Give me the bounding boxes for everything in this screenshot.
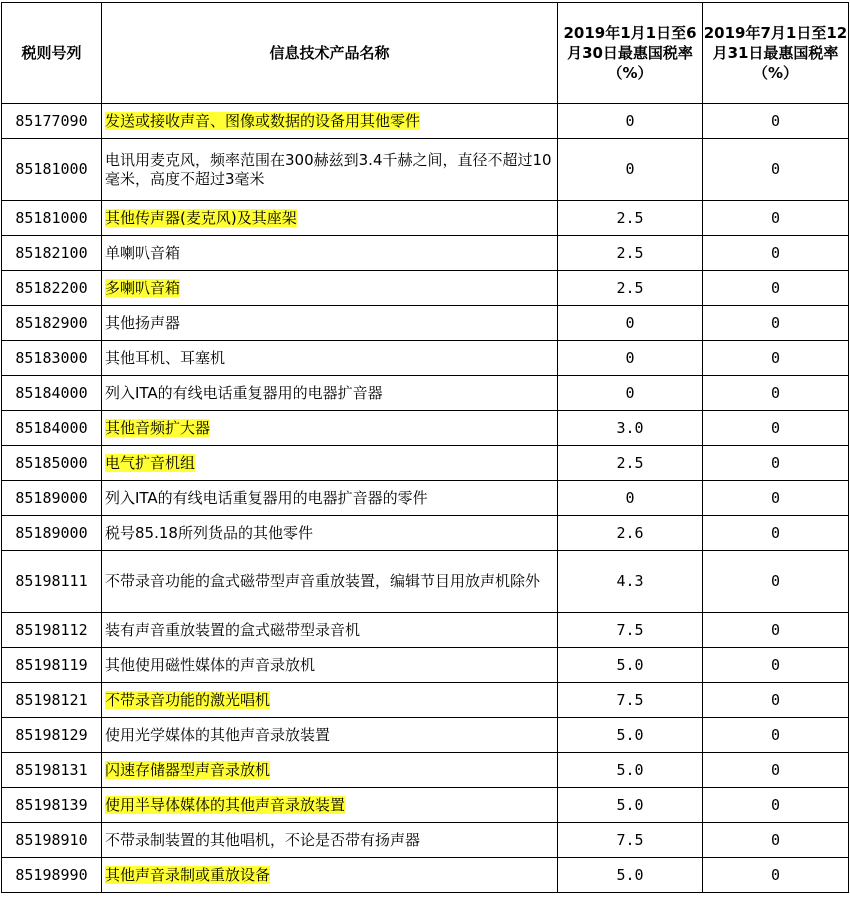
rate-h2-cell: 0 [703, 104, 849, 139]
rate-h2-cell: 0 [703, 788, 849, 823]
product-name-cell [102, 481, 558, 516]
tariff-code-cell: 85184000 [2, 376, 102, 411]
tariff-code-cell: 85198990 [2, 858, 102, 893]
tariff-code-cell: 85181000 [2, 201, 102, 236]
rate-h2-cell: 0 [703, 823, 849, 858]
header-rate-h2: 2019年7月1日至12月31日最惠国税率（%） [703, 3, 849, 104]
rate-h1-cell: 5.0 [558, 753, 703, 788]
product-name-text: 其他扬声器 [105, 313, 181, 332]
rate-h1-cell: 3.0 [558, 411, 703, 446]
product-name-text: 使用光学媒体的其他声音录放装置 [105, 725, 331, 744]
product-name-cell [102, 236, 558, 271]
rate-h2-cell: 0 [703, 718, 849, 753]
rate-h2-cell: 0 [703, 683, 849, 718]
rate-h2-cell: 0 [703, 481, 849, 516]
rate-h1-cell: 2.5 [558, 271, 703, 306]
rate-h2-cell: 0 [703, 411, 849, 446]
rate-h2-cell: 0 [703, 271, 849, 306]
table-row [2, 613, 849, 648]
rate-h2-cell: 0 [703, 551, 849, 613]
header-code: 税则号列 [2, 3, 102, 104]
header-row [2, 3, 849, 104]
rate-h1-cell: 2.5 [558, 446, 703, 481]
product-name-cell [102, 858, 558, 893]
product-name-cell [102, 341, 558, 376]
product-name-text: 其他耳机、耳塞机 [105, 348, 226, 367]
product-name-cell [102, 753, 558, 788]
rate-h1-cell: 7.5 [558, 613, 703, 648]
rate-h1-cell: 2.5 [558, 201, 703, 236]
table-row [2, 481, 849, 516]
product-name-cell [102, 271, 558, 306]
rate-h2-cell: 0 [703, 613, 849, 648]
tariff-code-cell: 85198131 [2, 753, 102, 788]
product-name-cell [102, 683, 558, 718]
product-name-cell [102, 306, 558, 341]
table-row [2, 104, 849, 139]
product-name-text: 发送或接收声音、图像或数据的设备用其他零件 [105, 111, 421, 130]
rate-h2-cell: 0 [703, 753, 849, 788]
table-row [2, 683, 849, 718]
tariff-code-cell: 85198119 [2, 648, 102, 683]
table-row [2, 788, 849, 823]
rate-h1-cell: 5.0 [558, 858, 703, 893]
product-name-cell [102, 376, 558, 411]
rate-h2-cell: 0 [703, 516, 849, 551]
rate-h2-cell: 0 [703, 341, 849, 376]
product-name-cell [102, 139, 558, 201]
tariff-code-cell: 85177090 [2, 104, 102, 139]
table-row [2, 516, 849, 551]
product-name-text: 使用半导体媒体的其他声音录放装置 [105, 795, 346, 814]
header-name: 信息技术产品名称 [102, 3, 558, 104]
product-name-text: 其他音频扩大器 [105, 418, 211, 437]
rate-h1-cell: 0 [558, 341, 703, 376]
table-row [2, 718, 849, 753]
table-row [2, 753, 849, 788]
table-row [2, 306, 849, 341]
table-row [2, 648, 849, 683]
table-row [2, 139, 849, 201]
rate-h2-cell: 0 [703, 648, 849, 683]
rate-h2-cell: 0 [703, 306, 849, 341]
product-name-text: 电气扩音机组 [105, 453, 196, 472]
rate-h1-cell: 7.5 [558, 823, 703, 858]
header-rate-h1: 2019年1月1日至6月30日最惠国税率（%） [558, 3, 703, 104]
rate-h2-cell: 0 [703, 139, 849, 201]
product-name-text: 多喇叭音箱 [105, 278, 181, 297]
rate-h1-cell: 7.5 [558, 683, 703, 718]
rate-h2-cell: 0 [703, 201, 849, 236]
product-name-text: 电讯用麦克风，频率范围在300赫兹到3.4千赫之间，直径不超过10毫米，高度不超过3毫米 [105, 150, 552, 188]
tariff-code-cell: 85182200 [2, 271, 102, 306]
rate-h1-cell: 4.3 [558, 551, 703, 613]
rate-h1-cell: 0 [558, 306, 703, 341]
rate-h1-cell: 5.0 [558, 718, 703, 753]
product-name-text: 其他传声器(麦克风)及其座架 [105, 208, 297, 227]
product-name-cell [102, 516, 558, 551]
table-row [2, 271, 849, 306]
product-name-text: 单喇叭音箱 [105, 243, 181, 262]
rate-h1-cell: 5.0 [558, 648, 703, 683]
table-row [2, 551, 849, 613]
product-name-text: 装有声音重放装置的盒式磁带型录音机 [105, 620, 361, 639]
tariff-table [1, 2, 849, 893]
product-name-cell [102, 551, 558, 613]
product-name-cell [102, 104, 558, 139]
product-name-cell [102, 201, 558, 236]
table-row [2, 236, 849, 271]
rate-h1-cell: 2.6 [558, 516, 703, 551]
rate-h1-cell: 5.0 [558, 788, 703, 823]
product-name-text: 其他使用磁性媒体的声音录放机 [105, 655, 316, 674]
table-row [2, 411, 849, 446]
tariff-code-cell: 85182900 [2, 306, 102, 341]
rate-h2-cell: 0 [703, 446, 849, 481]
tariff-code-cell: 85198139 [2, 788, 102, 823]
rate-h1-cell: 0 [558, 481, 703, 516]
tariff-code-cell: 85198910 [2, 823, 102, 858]
rate-h2-cell: 0 [703, 376, 849, 411]
product-name-text: 税号85.18所列货品的其他零件 [105, 523, 313, 542]
product-name-cell [102, 788, 558, 823]
product-name-text: 闪速存储器型声音录放机 [105, 760, 271, 779]
product-name-text: 不带录音功能的盒式磁带型声音重放装置，编辑节目用放声机除外 [105, 572, 541, 590]
tariff-code-cell: 85182100 [2, 236, 102, 271]
rate-h1-cell: 0 [558, 139, 703, 201]
tariff-code-cell: 85181000 [2, 139, 102, 201]
table-row [2, 341, 849, 376]
rate-h2-cell: 0 [703, 858, 849, 893]
product-name-cell [102, 718, 558, 753]
product-name-cell [102, 823, 558, 858]
rate-h1-cell: 0 [558, 376, 703, 411]
tariff-code-cell: 85189000 [2, 481, 102, 516]
table-row [2, 823, 849, 858]
product-name-text: 不带录音功能的激光唱机 [105, 690, 271, 709]
table-body [2, 104, 849, 893]
table-row [2, 858, 849, 893]
product-name-text: 不带录制装置的其他唱机，不论是否带有扬声器 [105, 830, 421, 849]
tariff-code-cell: 85185000 [2, 446, 102, 481]
product-name-text: 其他声音录制或重放设备 [105, 865, 271, 884]
table-row [2, 446, 849, 481]
tariff-code-cell: 85184000 [2, 411, 102, 446]
rate-h1-cell: 0 [558, 104, 703, 139]
product-name-text: 列入ITA的有线电话重复器用的电器扩音器的零件 [105, 488, 428, 507]
product-name-text: 列入ITA的有线电话重复器用的电器扩音器 [105, 383, 383, 402]
product-name-cell [102, 411, 558, 446]
table-row [2, 201, 849, 236]
rate-h1-cell: 2.5 [558, 236, 703, 271]
rate-h2-cell: 0 [703, 236, 849, 271]
tariff-code-cell: 85198112 [2, 613, 102, 648]
tariff-code-cell: 85183000 [2, 341, 102, 376]
tariff-code-cell: 85198111 [2, 551, 102, 613]
product-name-cell [102, 446, 558, 481]
product-name-cell [102, 613, 558, 648]
tariff-code-cell: 85189000 [2, 516, 102, 551]
table-row [2, 376, 849, 411]
tariff-code-cell: 85198121 [2, 683, 102, 718]
product-name-cell [102, 648, 558, 683]
tariff-code-cell: 85198129 [2, 718, 102, 753]
